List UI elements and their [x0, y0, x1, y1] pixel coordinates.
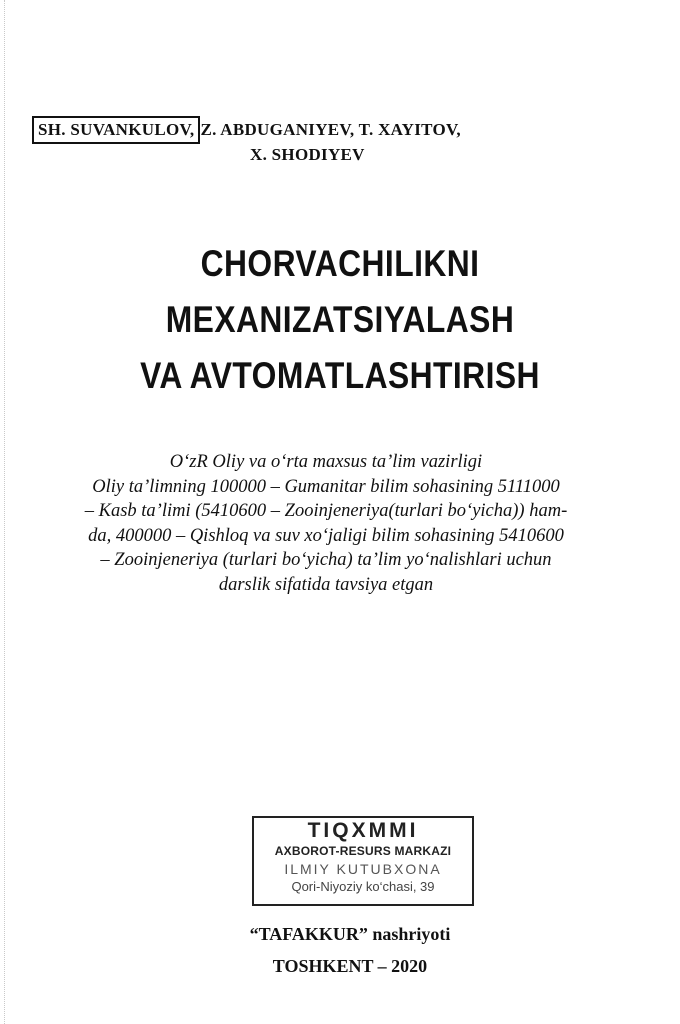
boxed-author: SH. SUVANKULOV, — [32, 116, 200, 144]
approval-line-3: – Kasb ta’limi (5410600 – Zooinjeneriya(turlari bo‘yicha)) ham- — [84, 501, 568, 521]
authors-block — [32, 116, 632, 166]
title-line-3: VA AVTOMATLASHTIRISH — [140, 355, 540, 396]
title-line-1: CHORVACHILIKNI — [200, 243, 480, 284]
library-stamp — [252, 816, 474, 906]
approval-line-1: O‘zR Oliy va o‘rta maxsus ta’lim vazirligi — [169, 452, 483, 472]
page-edge — [4, 0, 11, 1024]
approval-note — [26, 450, 626, 597]
publisher-name: “TAFAKKUR” nashriyoti — [249, 924, 451, 944]
authors-line-2: X. SHODIYEV — [250, 145, 365, 164]
stamp-line-3: ILMIY KUTUBXONA — [284, 861, 442, 877]
approval-line-2: Oliy ta’limning 100000 – Gumanitar bilim sohasining 5111000 — [92, 476, 560, 497]
publisher-block — [0, 918, 680, 982]
stamp-line-1: TIQXMMI — [307, 819, 419, 842]
book-title — [65, 236, 615, 404]
authors-line-1 — [32, 116, 632, 144]
title-line-2: MEXANIZATSIYALASH — [165, 299, 515, 340]
stamp-line-2: AXBOROT-RESURS MARKAZI — [274, 844, 452, 858]
stamp-line-4: Qori-Niyoziy ko‘chasi, 39 — [291, 879, 435, 894]
publisher-place-year: TOSHKENT – 2020 — [272, 956, 428, 976]
approval-line-6: darslik sifatida tavsiya etgan — [218, 574, 434, 595]
approval-line-4: da, 400000 – Qishloq va suv xo‘jaligi bilim sohasining 5410600 — [88, 525, 564, 546]
approval-line-5: – Zooinjeneriya (turlari bo‘yicha) ta’lim yo‘nalishlari uchun — [100, 550, 552, 570]
co-authors: Z. ABDUGANIYEV, T. XAYITOV, — [200, 120, 461, 139]
